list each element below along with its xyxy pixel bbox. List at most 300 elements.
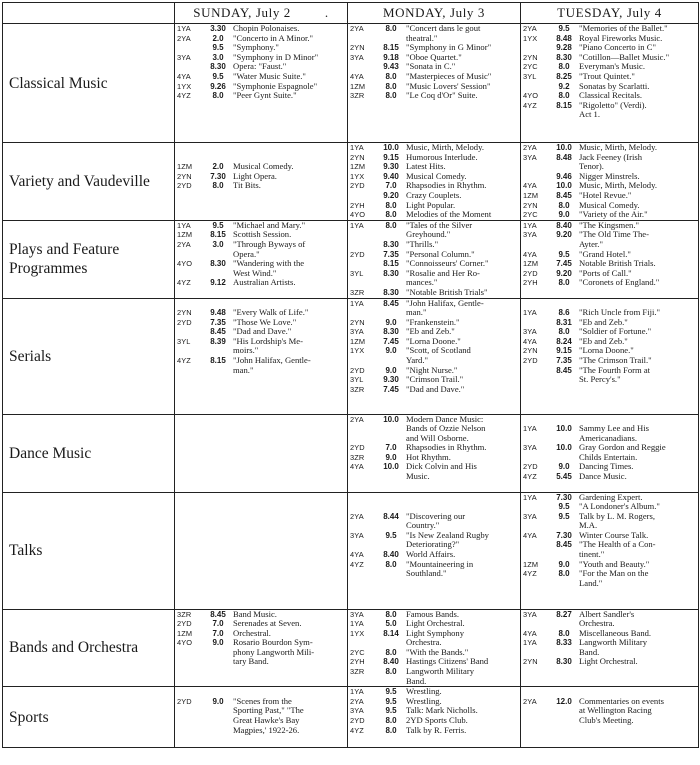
- broadcast-time: 10.0: [556, 443, 572, 453]
- category-row: [3, 687, 699, 748]
- programme-line: [348, 24, 520, 34]
- programme-line: [348, 162, 520, 172]
- broadcast-time: 9.5: [385, 696, 397, 706]
- station-code: 3YA: [523, 230, 537, 240]
- programme-title: Tit Bits.: [233, 181, 261, 191]
- programme-line: [521, 619, 698, 629]
- programme-title: "Masterpieces of Music": [406, 71, 492, 81]
- broadcast-time: 8.48: [556, 33, 572, 43]
- programme-line: [521, 24, 698, 34]
- programme-line: [348, 337, 520, 347]
- programme-line: [348, 221, 520, 231]
- station-code: 1YA: [523, 492, 537, 502]
- station-code: 2YN: [523, 52, 538, 62]
- programme-cell-tuesday: [521, 220, 699, 298]
- programme-title: Langworth Military: [579, 638, 648, 648]
- programme-title: "Scenes from the: [233, 696, 292, 706]
- programme-title: [406, 493, 520, 503]
- programme-line: [521, 424, 698, 434]
- broadcast-time: 12.0: [556, 696, 572, 706]
- programme-line: [521, 240, 698, 250]
- station-code: [521, 366, 549, 376]
- station-code: 3YA: [523, 152, 537, 162]
- broadcast-time: 9.0: [385, 317, 397, 327]
- programme-line: [521, 610, 698, 620]
- programme-title: phony Langworth Mili-: [233, 647, 315, 657]
- programme-line: [175, 91, 347, 101]
- broadcast-time: 8.0: [558, 628, 570, 638]
- programme-title: Musical Comedy.: [579, 200, 640, 210]
- programme-line: [521, 181, 698, 191]
- broadcast-time: [549, 453, 579, 463]
- programme-title: Band.: [406, 676, 427, 686]
- programme-line: [175, 706, 347, 716]
- programme-cell-sunday: [175, 687, 348, 748]
- station-code: [521, 434, 549, 444]
- programme-cell-tuesday: [521, 492, 699, 609]
- broadcast-time: 8.45: [556, 190, 572, 200]
- programme-line: [175, 278, 347, 288]
- broadcast-time: 9.5: [385, 687, 397, 697]
- programme-line: [348, 697, 520, 707]
- broadcast-time: 8.0: [385, 647, 397, 657]
- station-code: 3ZR: [350, 287, 365, 297]
- station-code: 4YZ: [177, 91, 191, 101]
- station-code: [521, 521, 549, 531]
- station-code: [348, 521, 376, 531]
- programme-line: [348, 472, 520, 482]
- programme-title: Scottish Session.: [233, 230, 292, 240]
- broadcast-time: 8.30: [383, 239, 399, 249]
- programme-line: [521, 53, 698, 63]
- broadcast-time: 8.15: [383, 259, 399, 269]
- programme-title: and Will Osborne.: [406, 433, 469, 443]
- broadcast-time: [203, 657, 233, 667]
- programme-title: "The Fourth Form at: [579, 365, 651, 375]
- station-code: [521, 453, 549, 463]
- programme-title: "Lorna Doone.": [579, 346, 634, 356]
- programme-title: moirs.": [233, 346, 259, 356]
- programme-line: [348, 201, 520, 211]
- station-code: 4YZ: [350, 725, 364, 735]
- broadcast-time: 9.48: [210, 308, 226, 318]
- programme-line: [521, 91, 698, 101]
- programme-line: [175, 153, 347, 163]
- programme-line: [521, 327, 698, 337]
- programme-title: Dancing Times.: [579, 462, 634, 472]
- programme-title: Australian Artists.: [233, 278, 296, 288]
- station-code: 4YA: [523, 628, 537, 638]
- programme-title: Band Music.: [233, 609, 277, 619]
- station-code: 2YN: [523, 346, 538, 356]
- programme-line: [521, 34, 698, 44]
- programme-title: Serenades at Seven.: [233, 619, 302, 629]
- broadcast-time: 7.45: [383, 336, 399, 346]
- programme-line: [175, 259, 347, 269]
- programme-line: [348, 629, 520, 639]
- broadcast-time: [203, 706, 233, 716]
- programme-line: [348, 288, 520, 298]
- programme-title: "Variety of the Air.": [579, 210, 648, 220]
- programme-title: Famous Bands.: [406, 609, 459, 619]
- broadcast-time: [549, 716, 579, 726]
- programme-cell-monday: [348, 220, 521, 298]
- station-code: [521, 687, 549, 697]
- programme-title: Yard.": [406, 356, 428, 366]
- broadcast-time: [549, 434, 579, 444]
- broadcast-time: [376, 230, 406, 240]
- programme-title: "Symphony.": [233, 43, 279, 53]
- programme-line: [348, 34, 520, 44]
- broadcast-time: [203, 250, 233, 260]
- broadcast-time: 8.31: [556, 317, 572, 327]
- station-code: [521, 706, 549, 716]
- programme-line: [521, 162, 698, 172]
- station-code: [521, 415, 549, 425]
- broadcast-time: 5.0: [385, 619, 397, 629]
- broadcast-time: 8.0: [385, 71, 397, 81]
- programme-line: [175, 638, 347, 648]
- broadcast-time: 8.0: [385, 609, 397, 619]
- programme-line: [521, 153, 698, 163]
- programme-title: Gardening Expert.: [579, 492, 643, 502]
- programme-title: Deteriorating?": [406, 540, 460, 550]
- station-code: 4YZ: [523, 569, 537, 579]
- station-code: 1YA: [350, 298, 364, 308]
- programme-title: [233, 299, 347, 309]
- programme-line: [521, 697, 698, 707]
- programme-line: [175, 327, 347, 337]
- programme-cell-monday: [348, 609, 521, 687]
- programme-line: [348, 667, 520, 677]
- broadcast-time: 9.28: [556, 43, 572, 53]
- programme-title: [579, 299, 698, 309]
- programme-line: [175, 346, 347, 356]
- station-code: 1ZM: [177, 628, 193, 638]
- station-code: [521, 540, 549, 550]
- programme-line: [521, 172, 698, 182]
- station-code: [175, 346, 203, 356]
- station-code: [348, 424, 376, 434]
- broadcast-time: 9.5: [558, 502, 570, 512]
- broadcast-time: 9.40: [383, 171, 399, 181]
- broadcast-time: [203, 346, 233, 356]
- station-code: 2YD: [177, 317, 192, 327]
- programme-title: Light Symphony: [406, 628, 465, 638]
- station-code: 3ZR: [350, 384, 365, 394]
- broadcast-time: 10.0: [383, 143, 399, 152]
- programme-line: [175, 356, 347, 366]
- station-code: [521, 110, 549, 120]
- station-code: 4YZ: [523, 472, 537, 482]
- programme-cell-tuesday: [521, 609, 699, 687]
- category-row: [3, 492, 699, 609]
- programme-line: [348, 434, 520, 444]
- programme-title: Wrestling.: [406, 696, 442, 706]
- programme-title: Act 1.: [579, 110, 601, 120]
- programme-title: Musical Comedy.: [233, 162, 294, 172]
- programme-title: Dick Colvin and His: [406, 462, 477, 472]
- broadcast-time: 7.45: [383, 384, 399, 394]
- station-code: 2YN: [177, 308, 192, 318]
- programme-title: Gray Gordon and Reggie: [579, 443, 666, 453]
- programme-line: [175, 308, 347, 318]
- station-code: 3ZR: [350, 91, 365, 101]
- programme-line: [348, 327, 520, 337]
- station-code: 2YN: [523, 657, 538, 667]
- programme-title: [579, 415, 698, 425]
- programme-line: [348, 424, 520, 434]
- programme-cell-monday: [348, 298, 521, 414]
- broadcast-time: [376, 424, 406, 434]
- station-code: [521, 619, 549, 629]
- broadcast-time: [549, 619, 579, 629]
- programme-title: "Thrills.": [406, 239, 439, 249]
- station-code: 2YC: [350, 647, 365, 657]
- programme-title: at Wellington Racing: [579, 706, 652, 716]
- programme-title: Club's Meeting.: [579, 716, 634, 726]
- programme-line: [521, 434, 698, 444]
- programme-title: [233, 153, 347, 163]
- programme-title: "Is New Zealand Rugby: [406, 530, 489, 540]
- programme-cell-monday: [348, 492, 521, 609]
- programme-title: tinent.": [579, 550, 605, 560]
- programme-line: [175, 619, 347, 629]
- broadcast-time: 8.40: [556, 220, 572, 230]
- programme-line: [175, 697, 347, 707]
- programme-title: "Soldier of Fortune.": [579, 327, 652, 337]
- broadcast-time: 9.15: [383, 152, 399, 162]
- programme-title: Latest Hits.: [406, 162, 446, 172]
- broadcast-time: 8.0: [385, 210, 397, 220]
- category-label: Bands and Orchestra: [3, 609, 175, 687]
- programme-line: [521, 299, 698, 309]
- programme-title: Crazy Couplets.: [406, 190, 462, 200]
- programme-line: [521, 62, 698, 72]
- programme-line: [521, 191, 698, 201]
- station-code: 4YA: [350, 462, 364, 472]
- broadcast-time: 8.0: [212, 91, 224, 101]
- broadcast-time: 9.2: [558, 81, 570, 91]
- station-code: [521, 82, 549, 92]
- broadcast-time: 5.45: [556, 472, 572, 482]
- broadcast-time: 9.5: [558, 249, 570, 259]
- station-code: 3YA: [523, 443, 537, 453]
- broadcast-time: 8.30: [210, 62, 226, 72]
- broadcast-time: [549, 299, 579, 309]
- station-code: 1YA: [350, 220, 364, 230]
- station-code: 2YD: [177, 696, 192, 706]
- programme-line: [175, 716, 347, 726]
- broadcast-time: 8.44: [383, 511, 399, 521]
- programme-line: [348, 250, 520, 260]
- programme-cell-monday: [348, 143, 521, 221]
- station-code: [348, 34, 376, 44]
- programme-title: Ayter.": [579, 239, 603, 249]
- broadcast-time: 9.0: [212, 638, 224, 648]
- programme-title: Orchestra.: [406, 638, 442, 648]
- programme-line: [521, 366, 698, 376]
- broadcast-time: 7.30: [556, 492, 572, 502]
- day-header-sunday: SUNDAY, July 2 .: [175, 3, 348, 24]
- programme-line: [521, 629, 698, 639]
- broadcast-time: 8.30: [383, 287, 399, 297]
- programme-line: [175, 648, 347, 658]
- programme-line: [175, 62, 347, 72]
- programme-line: [521, 337, 698, 347]
- programme-line: [348, 375, 520, 385]
- programme-title: M.A.: [579, 521, 598, 531]
- programme-title: Light Opera.: [233, 171, 277, 181]
- programme-title: "His Lordship's Me-: [233, 336, 303, 346]
- programme-title: "Hotel Revue.": [579, 190, 632, 200]
- programme-line: [521, 72, 698, 82]
- programme-title: Wrestling.: [406, 687, 442, 697]
- station-code: 3YA: [523, 511, 537, 521]
- broadcast-time: 8.0: [558, 200, 570, 210]
- station-code: 1ZM: [350, 162, 366, 172]
- programme-title: St. Percy's.": [579, 375, 621, 385]
- station-code: [521, 299, 549, 309]
- programme-title: "Memories of the Ballet.": [579, 24, 668, 33]
- broadcast-time: [376, 34, 406, 44]
- broadcast-time: 9.5: [385, 530, 397, 540]
- station-code: 2YH: [350, 200, 365, 210]
- programme-title: "Crimson Trail.": [406, 375, 464, 385]
- programme-line: [348, 91, 520, 101]
- broadcast-time: 9.5: [212, 71, 224, 81]
- programme-title: man.": [406, 308, 427, 318]
- programme-title: Music, Mirth, Melody.: [579, 181, 657, 191]
- broadcast-time: 9.20: [556, 268, 572, 278]
- broadcast-time: 9.20: [383, 190, 399, 200]
- programme-title: Light Orchestral.: [579, 657, 638, 667]
- category-label: Dance Music: [3, 414, 175, 492]
- programme-cell-tuesday: [521, 143, 699, 221]
- station-code: 4YO: [523, 91, 539, 101]
- station-code: [348, 569, 376, 579]
- programme-title: "Connoisseurs' Corner.": [406, 259, 489, 269]
- broadcast-time: 8.45: [556, 540, 572, 550]
- broadcast-time: 8.0: [385, 667, 397, 677]
- programme-title: World Affairs.: [406, 550, 456, 560]
- category-row: [3, 220, 699, 298]
- station-code: 1YA: [523, 638, 537, 648]
- programme-line: [348, 53, 520, 63]
- broadcast-time: 8.40: [383, 550, 399, 560]
- programme-title: "Notable British Trials": [406, 287, 488, 297]
- programme-title: "Mountaineering in: [406, 559, 474, 569]
- programme-line: [521, 706, 698, 716]
- programme-title: "Piano Concerto in C": [579, 43, 656, 53]
- programme-title: "With the Bands.": [406, 647, 469, 657]
- station-code: 1YA: [177, 220, 191, 230]
- broadcast-time: [549, 706, 579, 716]
- programme-line: [175, 726, 347, 736]
- programme-line: [521, 201, 698, 211]
- programme-line: [521, 43, 698, 53]
- programme-guide: [2, 2, 698, 748]
- programme-title: [233, 143, 347, 153]
- station-code: 3YA: [350, 52, 364, 62]
- programme-title: Music.: [406, 472, 430, 482]
- broadcast-time: [376, 493, 406, 503]
- programme-title: "Dad and Dave.": [406, 384, 465, 394]
- station-code: 3YA: [523, 609, 537, 619]
- broadcast-time: [203, 269, 233, 279]
- programme-title: Commentaries on events: [579, 696, 664, 706]
- station-code: [175, 657, 203, 667]
- station-code: 2YH: [350, 657, 365, 667]
- station-code: 2YD: [177, 181, 192, 191]
- programme-line: [175, 34, 347, 44]
- programme-line: [175, 250, 347, 260]
- broadcast-time: 8.45: [383, 298, 399, 308]
- station-code: 2YA: [350, 696, 364, 706]
- broadcast-time: [549, 415, 579, 425]
- station-code: 4YA: [350, 550, 364, 560]
- station-code: [521, 318, 549, 328]
- programme-title: Band.: [579, 647, 600, 657]
- programme-line: [521, 453, 698, 463]
- programme-line: [348, 648, 520, 658]
- programme-line: [348, 172, 520, 182]
- programme-line: [348, 657, 520, 667]
- programme-title: Opera.": [233, 249, 260, 259]
- programme-title: Music, Mirth, Melody.: [579, 143, 657, 152]
- programme-line: [348, 366, 520, 376]
- station-code: 1ZM: [177, 162, 193, 172]
- programme-title: "Eb and Zeb.": [579, 317, 628, 327]
- station-code: 3YL: [350, 268, 364, 278]
- programme-title: "Rich Uncle from Fiji.": [579, 308, 661, 318]
- corner-cell: [3, 3, 175, 24]
- station-code: 2YA: [523, 696, 537, 706]
- station-code: 2YN: [523, 200, 538, 210]
- programme-title: Talk by R. Ferris.: [406, 725, 467, 735]
- programme-line: [175, 53, 347, 63]
- category-label: Talks: [3, 492, 175, 609]
- station-code: 1YA: [523, 424, 537, 434]
- programme-title: "Concerto in A Minor.": [233, 33, 314, 43]
- broadcast-time: 9.5: [385, 706, 397, 716]
- programme-title: "Youth and Beauty.": [579, 559, 650, 569]
- station-code: 1ZM: [350, 81, 366, 91]
- programme-line: [348, 443, 520, 453]
- station-code: [175, 327, 203, 337]
- station-code: 2YD: [350, 181, 365, 191]
- programme-title: "A Londoner's Album.": [579, 502, 660, 512]
- station-code: 2YN: [350, 317, 365, 327]
- programme-line: [348, 318, 520, 328]
- programme-title: "Music Lovers' Session": [406, 81, 491, 91]
- station-code: [175, 648, 203, 658]
- programme-line: [348, 462, 520, 472]
- programme-title: "Cotillon—Ballet Music.": [579, 52, 670, 62]
- station-code: 3YA: [350, 609, 364, 619]
- station-code: [348, 356, 376, 366]
- programme-title: Classical Recitals.: [579, 91, 643, 101]
- station-code: 1YA: [350, 619, 364, 629]
- station-code: [348, 240, 376, 250]
- programme-title: "Symphonie Espagnole": [233, 81, 318, 91]
- programme-line: [521, 569, 698, 579]
- station-code: 2YD: [523, 268, 538, 278]
- programme-line: [521, 531, 698, 541]
- programme-line: [348, 550, 520, 560]
- category-label: Variety and Vaudeville: [3, 143, 175, 221]
- broadcast-time: 9.5: [558, 24, 570, 33]
